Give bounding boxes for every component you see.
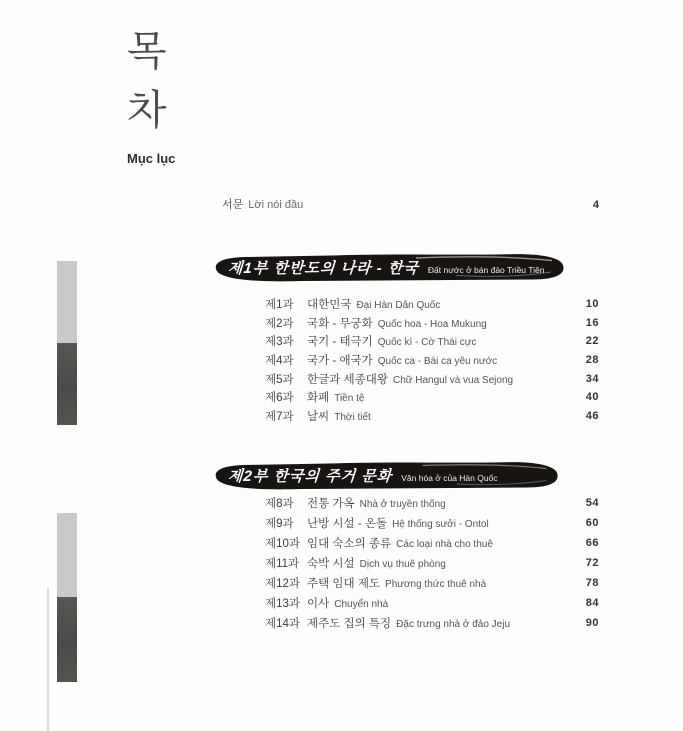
lesson-title xyxy=(307,614,586,632)
lesson-title-ko: 주택 임대 제도 xyxy=(307,578,381,590)
lesson-title xyxy=(307,388,586,406)
section-2-banner xyxy=(211,459,561,492)
lesson-title-vi: Đại Hàn Dân Quốc xyxy=(356,300,441,312)
lesson-number: 제9과 xyxy=(265,518,294,530)
lesson-number: 제13과 xyxy=(265,598,301,610)
edge-tab-section2-dark xyxy=(57,597,77,682)
page-number: 72 xyxy=(585,557,599,569)
lesson-title-vi: Đặc trưng nhà ở đảo Jeju xyxy=(396,619,511,630)
toc-row xyxy=(265,593,599,613)
lesson-title xyxy=(307,494,586,512)
lesson-number: 제14과 xyxy=(265,618,301,630)
lesson-title-vi: Thời tiết xyxy=(334,411,371,423)
lesson-title-ko: 국화 - 무궁화 xyxy=(307,317,373,330)
preface-label-vi: Lời nói đầu xyxy=(248,199,304,211)
toc-row xyxy=(265,573,599,593)
lesson-title-vi: Tiền tệ xyxy=(334,393,365,405)
section-1-list xyxy=(265,295,599,425)
lesson-title xyxy=(307,295,586,313)
page-title xyxy=(127,22,169,140)
lesson-title-vi: Chuyển nhà xyxy=(334,599,389,610)
lesson-title-ko: 이사 xyxy=(307,598,330,610)
page-number: 90 xyxy=(585,617,599,629)
lesson-title-ko: 난방 시설 - 온돌 xyxy=(307,518,388,530)
lesson-number: 제1과 xyxy=(265,299,294,312)
lesson-title-vi: Các loại nhà cho thuê xyxy=(396,539,493,550)
page-number: 40 xyxy=(585,391,599,404)
lesson-number: 제7과 xyxy=(265,410,294,423)
toc-row xyxy=(265,553,599,573)
lesson-title-vi: Quốc kì - Cờ Thái cực xyxy=(377,337,477,349)
lesson-title xyxy=(307,407,586,425)
page-number: 54 xyxy=(585,497,599,509)
lesson-title-ko: 국가 - 애국가 xyxy=(307,355,373,368)
lesson-title-ko: 임대 숙소의 종류 xyxy=(307,538,392,550)
section-2-heading-ko: 제2부 한국의 주거 문화 xyxy=(227,468,393,485)
edge-tab-section2-light xyxy=(57,513,77,597)
section-1-heading-ko: 제1부 한반도의 나라 - 한국 xyxy=(227,260,420,277)
page-number: 34 xyxy=(585,372,599,385)
toc-row xyxy=(265,493,599,513)
section-2-heading-vi: Văn hóa ở của Hàn Quốc xyxy=(401,473,498,483)
preface-row xyxy=(222,196,599,212)
page-number: 78 xyxy=(585,577,599,589)
lesson-number: 제4과 xyxy=(265,355,294,368)
lesson-title-ko: 대한민국 xyxy=(307,299,352,312)
lesson-number: 제12과 xyxy=(265,578,301,590)
toc-row xyxy=(265,388,599,407)
preface-page-number: 4 xyxy=(592,199,599,211)
lesson-title xyxy=(307,554,586,572)
section-1-banner xyxy=(211,251,567,284)
lesson-title xyxy=(307,351,586,369)
lesson-title xyxy=(307,574,586,592)
edge-tab-section1-light xyxy=(57,261,77,343)
lesson-title xyxy=(307,534,586,552)
section-1-heading-vi: Đất nước ở bán đảo Triều Tiên xyxy=(427,265,545,275)
page-title-line-2: 차 xyxy=(127,86,169,134)
lesson-number: 제3과 xyxy=(265,336,294,349)
lesson-number: 제2과 xyxy=(265,317,294,330)
lesson-number: 제5과 xyxy=(265,373,294,386)
lesson-title-vi: Quốc ca - Bài ca yêu nước xyxy=(377,356,498,368)
lesson-title-ko: 화폐 xyxy=(307,392,330,405)
section-2-list xyxy=(265,493,599,633)
page-number: 16 xyxy=(585,316,599,329)
toc-row xyxy=(265,351,599,370)
toc-row xyxy=(265,533,599,553)
page-number: 28 xyxy=(585,354,599,367)
toc-row xyxy=(265,513,599,533)
lesson-title-ko: 전통 가옥 xyxy=(307,498,355,510)
page-subtitle: Mục lục xyxy=(127,151,176,166)
lesson-title-ko: 숙박 시설 xyxy=(307,558,355,570)
lesson-title xyxy=(307,332,586,350)
lesson-number: 제6과 xyxy=(265,392,294,405)
lesson-title-vi: Quốc hoa - Hoa Mukung xyxy=(377,318,487,330)
page-edge-line xyxy=(47,588,49,731)
toc-row xyxy=(265,407,599,426)
page-number: 66 xyxy=(585,537,599,549)
page-title-line-1: 목 xyxy=(127,27,169,75)
lesson-title-ko: 날씨 xyxy=(307,410,330,423)
toc-row xyxy=(265,369,599,388)
lesson-title xyxy=(307,314,586,332)
page-number: 10 xyxy=(585,298,599,311)
toc-row xyxy=(265,332,599,351)
lesson-title-ko: 제주도 집의 특징 xyxy=(307,618,392,630)
edge-tab-section1-dark xyxy=(57,343,77,425)
lesson-number: 제8과 xyxy=(265,498,294,510)
lesson-title-ko: 국기 - 태극기 xyxy=(307,336,373,349)
toc-row xyxy=(265,314,599,333)
preface-label-ko: 서문 xyxy=(222,199,244,211)
lesson-title-vi: Phương thức thuê nhà xyxy=(385,579,487,590)
page-number: 46 xyxy=(585,409,599,422)
lesson-title-vi: Nhà ở truyền thống xyxy=(359,499,446,510)
page-number: 22 xyxy=(585,335,599,348)
lesson-number: 제10과 xyxy=(265,538,301,550)
lesson-title xyxy=(307,370,586,388)
toc-row xyxy=(265,613,599,633)
lesson-title-vi: Dịch vụ thuê phòng xyxy=(359,559,446,570)
page-number: 60 xyxy=(585,517,599,529)
lesson-title-vi: Chữ Hangul và vua Sejong xyxy=(392,374,514,386)
page-number: 84 xyxy=(585,597,599,609)
lesson-title-ko: 한글과 세종대왕 xyxy=(307,373,388,386)
lesson-title xyxy=(307,514,586,532)
toc-row xyxy=(265,295,599,314)
lesson-number: 제11과 xyxy=(265,558,300,570)
lesson-title-vi: Hệ thống sưởi - Ontol xyxy=(392,519,489,530)
lesson-title xyxy=(307,594,586,612)
